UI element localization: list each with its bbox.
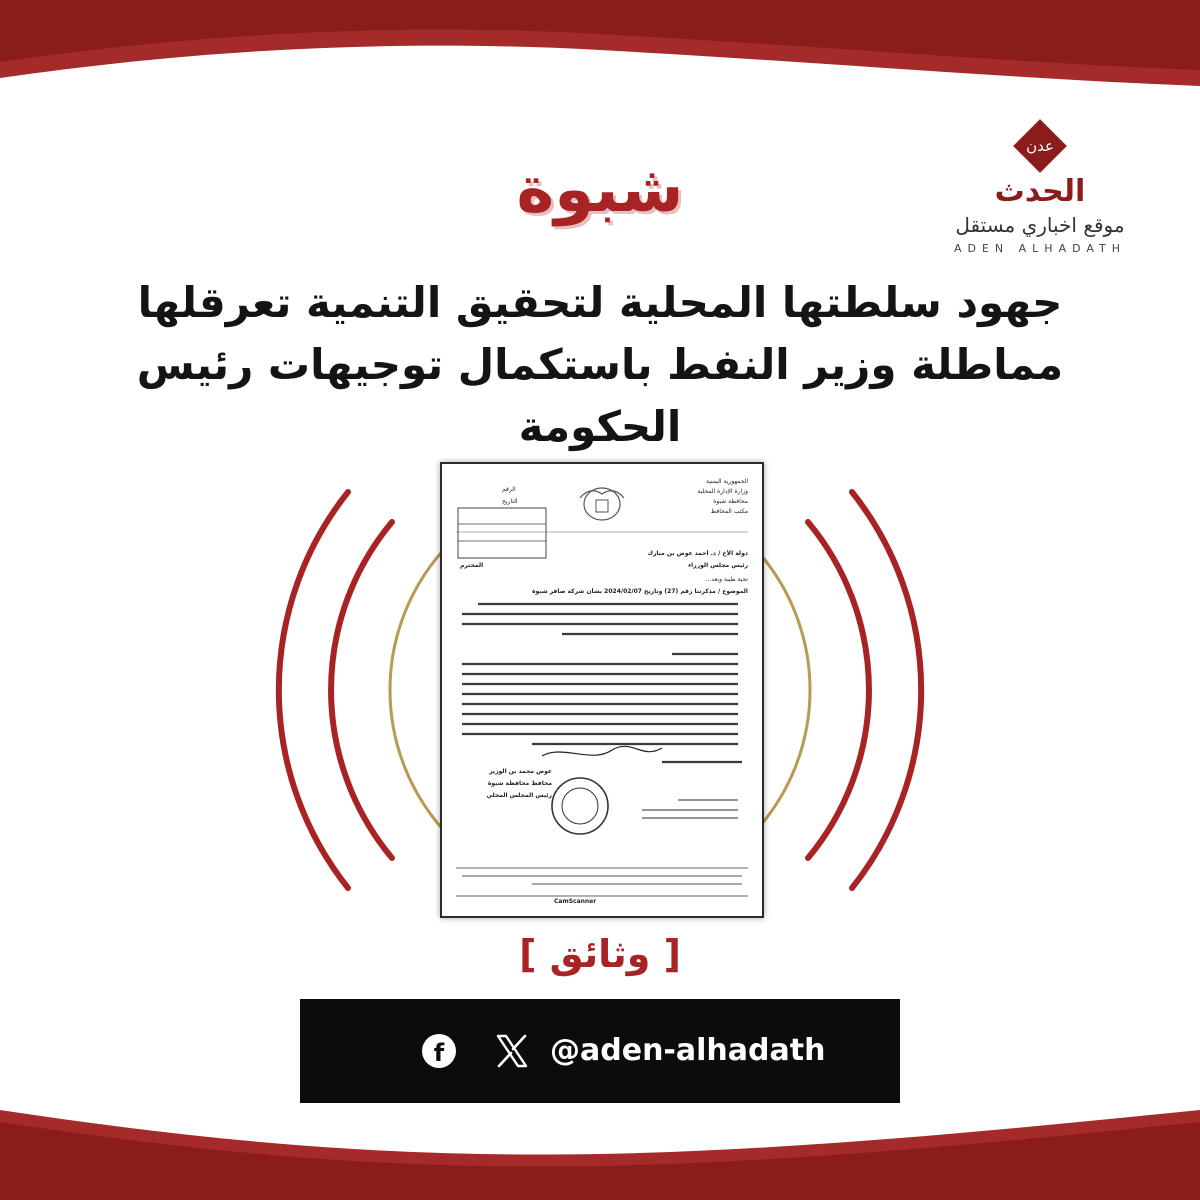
brand-logo bbox=[920, 118, 1160, 268]
social-band bbox=[300, 999, 900, 1103]
doc-greeting: تحية طيبة وبعد... bbox=[705, 576, 748, 583]
doc-header-left-1: الرقم bbox=[502, 486, 516, 493]
social-handle[interactable]: @aden-alhadath bbox=[550, 1033, 826, 1068]
documents-label: [ وثائق ] bbox=[519, 932, 681, 976]
doc-addressee-2: رئيس مجلس الوزراء bbox=[688, 562, 748, 569]
facebook-icon[interactable]: f bbox=[422, 1034, 456, 1068]
document-scan bbox=[440, 462, 764, 918]
brand-name: الحدث bbox=[994, 174, 1086, 209]
doc-header-right-3: محافظة شبوة bbox=[713, 498, 748, 505]
doc-addressee-1: دولة الأخ / د. أحمد عوض بن مبارك bbox=[647, 550, 748, 557]
doc-addressee-3: المحترم bbox=[460, 562, 484, 569]
doc-header-right-1: الجمهورية اليمنية bbox=[705, 478, 748, 485]
doc-signature-title-1: محافظ محافظة شبوة bbox=[487, 780, 552, 787]
doc-signature-name: عوض محمد بن الوزير bbox=[489, 768, 552, 775]
headline: جهود سلطتها المحلية لتحقيق التنمية تعرقلها مماطلة وزير النفط باستكمال توجيهات رئيس الحكومة bbox=[136, 278, 1064, 451]
eagle-emblem-icon bbox=[580, 488, 624, 520]
diamond-emblem-icon bbox=[1012, 118, 1068, 174]
brand-tagline: موقع اخباري مستقل bbox=[955, 213, 1125, 237]
doc-subject: الموضوع / مذكرتنا رقم (27) وتاريخ 2024/02/07 بشأن شركة صافر شبوة bbox=[531, 588, 748, 595]
doc-signature-title-2: رئيس المجلس المحلي bbox=[486, 792, 552, 799]
document-art bbox=[442, 464, 762, 916]
brand-latin-name: ADEN ALHADATH bbox=[953, 242, 1127, 255]
doc-header-left-2: التاريخ bbox=[502, 498, 518, 505]
x-icon[interactable] bbox=[492, 1031, 532, 1071]
doc-watermark: CamScanner bbox=[554, 898, 597, 905]
doc-header-right-4: مكتب المحافظ bbox=[710, 508, 748, 515]
doc-header-right-2: وزارة الإدارة المحلية bbox=[697, 488, 748, 495]
emblem-text: عدن bbox=[1026, 137, 1054, 155]
region-title: شبوة bbox=[516, 153, 684, 227]
